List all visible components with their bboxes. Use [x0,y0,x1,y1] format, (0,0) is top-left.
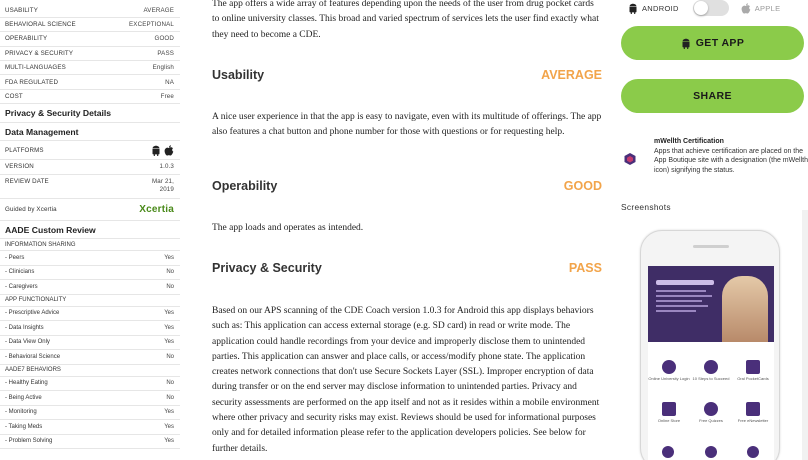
row-value: Yes [164,254,174,261]
privacy-header [212,259,602,279]
xcertia-logo[interactable]: Xcertia [139,203,174,215]
rating-row-usability [0,4,180,18]
phone-menu-item [732,360,774,381]
row-value: Yes [164,324,174,331]
mwellth-cert-icon [623,152,637,166]
platforms-label: PLATFORMS [5,146,44,154]
rating-label: PRIVACY & SECURITY [5,49,74,57]
menu-item-label: 10 Steps to Succeed [692,376,730,381]
rating-value: GOOD [154,35,174,43]
row-value: No [166,283,174,290]
rating-value: EXCEPTIONAL [129,21,174,29]
row-value: Yes [164,409,174,416]
rating-label: FDA REGULATED [5,78,59,86]
menu-item-label: Online University Login [648,376,690,381]
row-label: - Monitoring [5,409,37,416]
envelope-icon [746,402,760,416]
privacy-paragraph: Based on our APS scanning of the CDE Coach version 1.0.3 for Android this app displays behaviors such as: This application can access external storage (e.g. SD card) in read or write mode. The application could handle recordings from your device and improperly disclose them to unintended parties. This application can answer and place calls, or access/modify phone state. The application creates network connections that don't use Secure Sockets Layer (SSL). Improper encryption of data during transfer or on the end server may disclose information to unintended parties. Privacy and security assessments are performed on the app itself and not as it resides within a mobile environment where other privacy and security risks may exist. Reviews should be used for informational purposes only and for detailed information please refer to the application developers policies. See below for further details. [212,306,600,454]
platforms-row [0,141,180,160]
rating-row-operability [0,32,180,46]
functionality-row [0,321,180,336]
row-label: - Prescriptive Advice [5,310,60,317]
platform-icons [151,145,174,156]
row-label: - Taking Meds [5,423,43,430]
menu-item-label: Online Store [657,418,681,423]
apple-icon [741,3,751,14]
rating-label: USABILITY [5,6,38,14]
rating-label: MULTI-LANGUAGES [5,64,66,72]
row-value: Yes [164,310,174,317]
cert-text: Apps that achieve certification are placed on the App Boutique site with a designation (the mWellth icon) signifying the status. [654,147,808,174]
menu-item-label: Oral PocketCards [737,376,769,381]
row-value: No [166,394,174,401]
cert-title: mWellth Certification [654,138,724,145]
rating-value: AVERAGE [143,6,174,14]
review-date-label: REVIEW DATE [5,177,49,185]
behavior-row [0,377,180,392]
info-sharing-row [0,266,180,281]
row-value: No [166,269,174,276]
review-date-year: 2019 [159,185,174,193]
pencil-icon [662,446,674,458]
row-value: No [166,380,174,387]
rating-value: PASS [157,49,174,57]
rating-row-behavioral [0,18,180,32]
behavior-row [0,406,180,421]
app-hero-banner [648,266,774,342]
usability-title: Usability [212,68,265,83]
operability-header [212,177,602,197]
hero-text-line [656,310,696,312]
row-value: No [166,353,174,360]
app-functionality-label: APP FUNCTIONALITY [0,295,180,307]
phone-menu-item [648,360,690,381]
rating-row-privacy [0,47,180,61]
version-row [0,160,180,174]
row-value: Yes [164,438,174,445]
data-management-heading: Data Management [0,123,180,142]
row-label: - Problem Solving [5,438,53,445]
app-screenshot[interactable] [640,230,780,460]
right-sidebar [618,0,808,460]
behavior-row [0,391,180,406]
rating-row-fda [0,75,180,89]
usability-rating: AVERAGE [541,68,602,83]
rating-label: OPERABILITY [5,35,48,43]
functionality-row [0,307,180,322]
menu-item-label: Free Quizzes [699,418,723,423]
row-label: - Being Active [5,394,42,401]
phone-speaker [693,245,729,248]
university-icon [662,360,676,374]
rating-row-languages [0,61,180,75]
rating-label: BEHAVIORAL SCIENCE [5,21,76,29]
row-label: - Healthy Eating [5,380,48,387]
android-icon [628,3,638,14]
guided-label: Guided by Xcertia [5,205,57,213]
behavior-row [0,420,180,435]
review-date-value [152,178,174,194]
cards-icon [746,360,760,374]
row-label: - Clinicians [5,269,35,276]
info-sharing-row [0,251,180,266]
rating-label: COST [5,93,23,101]
left-sidebar [0,0,180,460]
hero-text-line [656,290,706,292]
functionality-row [0,336,180,351]
get-app-button[interactable] [621,26,804,60]
row-label: - Data Insights [5,324,44,331]
hero-text-line [656,300,702,302]
functionality-row [0,350,180,365]
version-label: VERSION [5,163,34,171]
hero-text-line [656,280,714,285]
rating-value: English [152,64,174,72]
phone-menu-item [690,360,732,381]
privacy-title: Privacy & Security [212,261,322,276]
version-value: 1.0.3 [159,163,174,171]
aade-custom-review-heading: AADE Custom Review [0,221,180,240]
get-app-label: GET APP [695,37,745,49]
phone-call-icon [747,446,759,458]
operability-paragraph: The app loads and operates as intended. [212,223,364,233]
review-date-row [0,175,180,199]
hero-text-line [656,305,708,307]
rating-value: NA [165,78,174,86]
android-icon [681,38,691,49]
certification-block [654,137,808,175]
info-sharing-row [0,280,180,295]
phone-menu-item [648,402,690,423]
toggle-knob [694,1,708,15]
privacy-rating: PASS [568,261,602,276]
operability-rating: GOOD [563,179,602,194]
android-label: ANDROID [642,3,679,13]
info-sharing-label: INFORMATION SHARING [0,239,180,251]
privacy-details-link[interactable]: Privacy & Security Details [0,104,180,123]
platform-toggle-row [628,0,808,16]
row-label: - Behavioral Science [5,353,61,360]
rating-value: Free [160,93,174,101]
hero-photo [722,276,768,342]
aade7-behaviors-label: AADE7 BEHAVIORS [0,365,180,377]
screenshots-heading: Screenshots [621,202,671,212]
android-icon [151,145,161,156]
store-icon [662,402,676,416]
hero-text-line [656,295,712,297]
phone-menu-item [732,402,774,423]
review-date-month: Mar 21, [151,177,174,185]
apple-icon [164,145,174,156]
phone-screen [648,266,774,460]
share-button[interactable] [621,79,804,113]
guided-row [0,199,180,221]
phone-menu-item [690,402,732,423]
behavior-row [0,435,180,450]
scrollbar[interactable] [802,210,808,460]
usability-header [212,66,602,86]
row-label: - Caregivers [5,283,38,290]
people-icon [705,446,717,458]
row-label: - Peers [5,254,25,261]
intro-paragraph: The app offers a wide array of features depending upon the needs of the user from drug pocket cards to online university classes. This broad and varied spectrum of services lets the user find exactly what they need to become a CDE. [212,0,599,40]
row-value: Yes [164,339,174,346]
operability-title: Operability [212,179,278,194]
share-label: SHARE [693,90,732,102]
row-label: - Data View Only [5,339,50,346]
platform-toggle[interactable] [693,0,729,16]
row-value: Yes [164,423,174,430]
quiz-icon [704,402,718,416]
apple-fruit-icon [704,360,718,374]
apple-label: APPLE [754,3,781,13]
menu-item-label: Free eNewsletter [737,418,769,423]
usability-paragraph: A nice user experience in that the app is easy to navigate, even with its multitude of offerings. The app also features a chat button and phone number for those with questions or for requesting help. [212,112,602,138]
rating-row-cost [0,90,180,104]
